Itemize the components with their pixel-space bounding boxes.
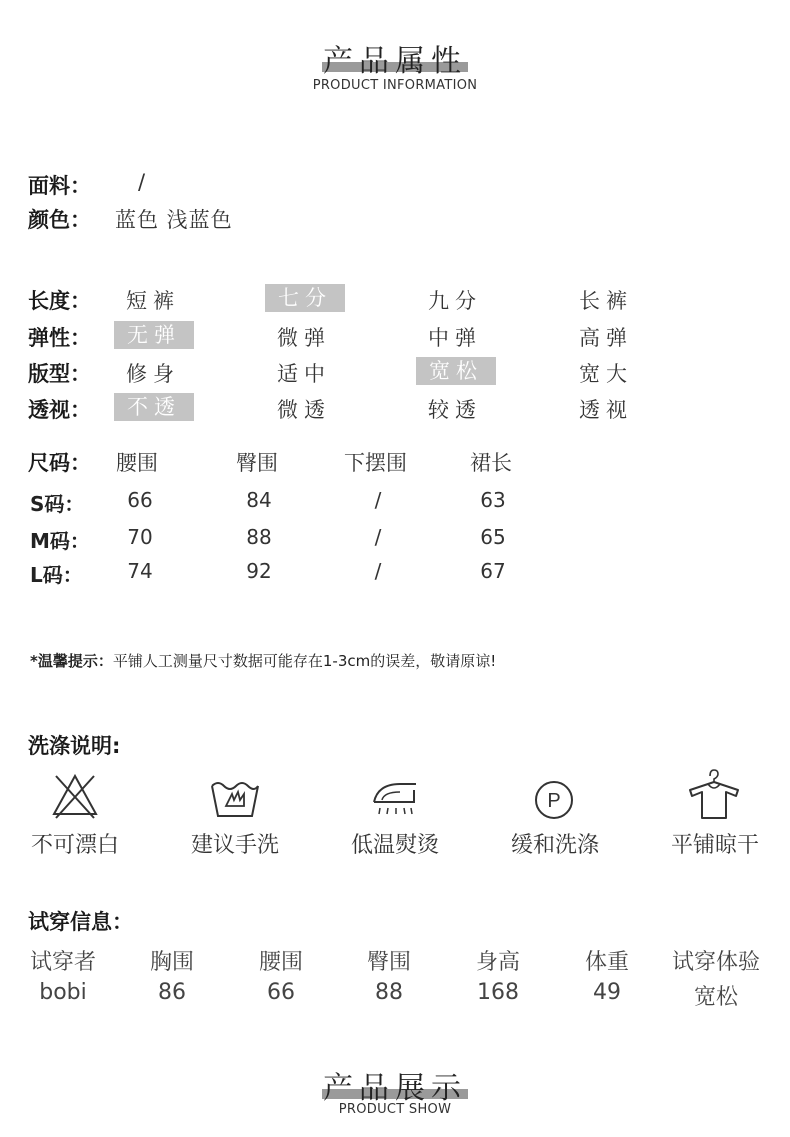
- flat-dry-icon: [688, 768, 740, 820]
- attr-fit-option: 修身: [126, 362, 180, 386]
- dry-clean-p-icon: [533, 779, 575, 821]
- size-row-label: S码：: [30, 492, 85, 516]
- tryon-cell: 88: [375, 980, 403, 1005]
- svg-text:P: P: [547, 790, 561, 812]
- tip-prefix: *温馨提示：: [30, 652, 113, 670]
- tip-note: [30, 650, 496, 671]
- page-title: 产品属性: [323, 44, 467, 79]
- attr-length-option: 长裤: [579, 289, 633, 313]
- fabric-value: /: [138, 170, 152, 194]
- attr-length-option-selected: 七分: [265, 284, 345, 312]
- tryon-column-header: 体重: [584, 950, 629, 975]
- care-item-label: 低温熨烫: [350, 833, 439, 858]
- attr-elasticity-option: 中弹: [428, 326, 482, 350]
- tryon-title: 试穿信息：: [28, 910, 133, 934]
- tryon-column-header: 腰围: [258, 950, 303, 975]
- size-cell: 67: [480, 559, 506, 583]
- care-item-label: 建议手洗: [190, 833, 279, 858]
- attr-fit-option-selected: 宽松: [416, 357, 496, 385]
- size-cell: 70: [127, 525, 153, 549]
- size-row-label: L码：: [30, 563, 83, 587]
- care-item-label: 不可漂白: [30, 833, 119, 858]
- size-cell: 88: [246, 525, 272, 549]
- size-column-header: 裙长: [470, 451, 512, 475]
- size-cell: 63: [480, 488, 506, 512]
- tryon-column-header: 胸围: [149, 950, 194, 975]
- size-cell: 65: [480, 525, 506, 549]
- tryon-column-header: 试穿体验: [671, 950, 760, 975]
- size-cell: 92: [246, 559, 272, 583]
- attr-transparency-option: 透视: [579, 398, 633, 422]
- care-title: 洗涤说明:: [28, 734, 121, 758]
- footer-title: 产品展示: [323, 1071, 467, 1106]
- size-column-header: 下摆围: [344, 451, 407, 475]
- size-cell: /: [374, 488, 382, 512]
- tryon-column-header: 身高: [475, 950, 520, 975]
- attr-length-option: 短裤: [126, 289, 180, 313]
- care-item-label: 缓和洗涤: [510, 833, 599, 858]
- tryon-cell: bobi: [39, 980, 87, 1005]
- attr-transparency-option: 微透: [277, 398, 331, 422]
- tryon-cell: 66: [267, 980, 295, 1005]
- attr-fit-option: 宽大: [579, 362, 633, 386]
- tryon-column-header: 臀围: [366, 950, 411, 975]
- attr-length-label: 长度：: [28, 289, 91, 313]
- attr-transparency-option-selected: 不透: [114, 393, 194, 421]
- size-cell: 74: [127, 559, 153, 583]
- size-label: 尺码：: [28, 451, 91, 475]
- attr-elasticity-option: 高弹: [579, 326, 633, 350]
- color-label: 颜色：: [28, 208, 91, 232]
- size-row-label: M码：: [30, 529, 90, 553]
- tryon-cell: 86: [158, 980, 186, 1005]
- attr-transparency-option: 较透: [428, 398, 482, 422]
- size-cell: /: [374, 559, 382, 583]
- color-value: 蓝色 浅蓝色: [115, 208, 233, 232]
- footer-subtitle: PRODUCT SHOW: [338, 1102, 452, 1117]
- attr-fit-option: 适中: [277, 362, 331, 386]
- fabric-label: 面料：: [28, 174, 91, 198]
- page-subtitle: PRODUCT INFORMATION: [312, 78, 478, 93]
- attr-fit-label: 版型：: [28, 362, 91, 386]
- size-column-header: 臀围: [236, 451, 278, 475]
- attr-elasticity-option-selected: 无弹: [114, 321, 194, 349]
- attr-transparency-label: 透视：: [28, 398, 91, 422]
- tryon-cell: 49: [593, 980, 621, 1005]
- care-item-label: 平铺晾干: [670, 833, 759, 858]
- tip-text: 平铺人工测量尺寸数据可能存在1-3cm的误差，敬请原谅!: [112, 652, 497, 670]
- no-bleach-icon: [50, 772, 100, 820]
- tryon-column-header: 试穿者: [29, 950, 96, 975]
- tryon-cell: 宽松: [693, 985, 738, 1010]
- attr-elasticity-option: 微弹: [277, 326, 331, 350]
- size-column-header: 腰围: [116, 451, 158, 475]
- attr-elasticity-label: 弹性：: [28, 326, 91, 350]
- size-cell: /: [374, 525, 382, 549]
- tryon-cell: 168: [477, 980, 519, 1005]
- hand-wash-icon: [210, 776, 260, 820]
- size-cell: 66: [127, 488, 153, 512]
- size-cell: 84: [246, 488, 272, 512]
- attr-length-option: 九分: [428, 289, 482, 313]
- low-temp-iron-icon: [370, 776, 420, 820]
